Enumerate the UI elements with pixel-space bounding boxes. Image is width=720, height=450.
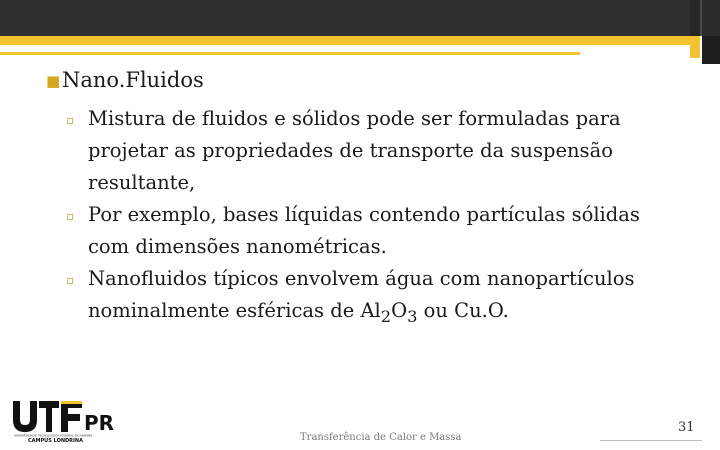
bullet-text-part: O: [391, 299, 408, 322]
heading-item: [46, 64, 686, 97]
list-item: [66, 199, 686, 263]
square-bullet-icon: ■: [46, 72, 61, 90]
slide-heading: Nano.Fluidos: [62, 68, 204, 92]
page-number: 31: [678, 420, 695, 435]
bullet-list: [66, 103, 686, 333]
header-bar-right: [702, 36, 720, 64]
slide-content: [46, 64, 686, 333]
header-bar-side: [690, 0, 700, 36]
bullet-text: Por exemplo, bases líquidas contendo partículas sólidas com dimensões nanométricas.: [88, 203, 640, 258]
footer-divider: [600, 440, 702, 441]
logo-subtitle: CAMPUS LONDRINA: [28, 438, 83, 444]
bullet-text-part: Nanofluidos típicos envolvem água com nanopartículos nominalmente esféricas de Al: [88, 267, 635, 322]
accent-line: [0, 52, 580, 55]
utfpr-logo: [10, 398, 120, 444]
header-bar: [0, 0, 690, 36]
list-item: [66, 103, 686, 199]
course-title: Transferência de Calor e Massa: [300, 432, 462, 443]
header-bar-corner: [702, 0, 720, 36]
accent-band-right: [690, 36, 700, 58]
bullet-text: [88, 263, 686, 333]
svg-text:PR: PR: [84, 411, 115, 435]
bullet-text-part: ou Cu.O.: [417, 299, 509, 322]
hollow-square-bullet-icon: ▫: [66, 113, 75, 127]
logo-small-text: UNIVERSIDADE TECNOLÓGICA FEDERAL DO PARANÁ: [14, 433, 93, 438]
subscript: 2: [380, 306, 392, 326]
list-item: [66, 263, 686, 333]
hollow-square-bullet-icon: ▫: [66, 209, 75, 223]
hollow-square-bullet-icon: ▫: [66, 273, 75, 287]
accent-band: [0, 36, 690, 45]
subscript: 3: [407, 306, 418, 326]
bullet-text: Mistura de fluidos e sólidos pode ser formuladas para projetar as propriedades de transporte da suspensão resultante,: [88, 107, 621, 194]
